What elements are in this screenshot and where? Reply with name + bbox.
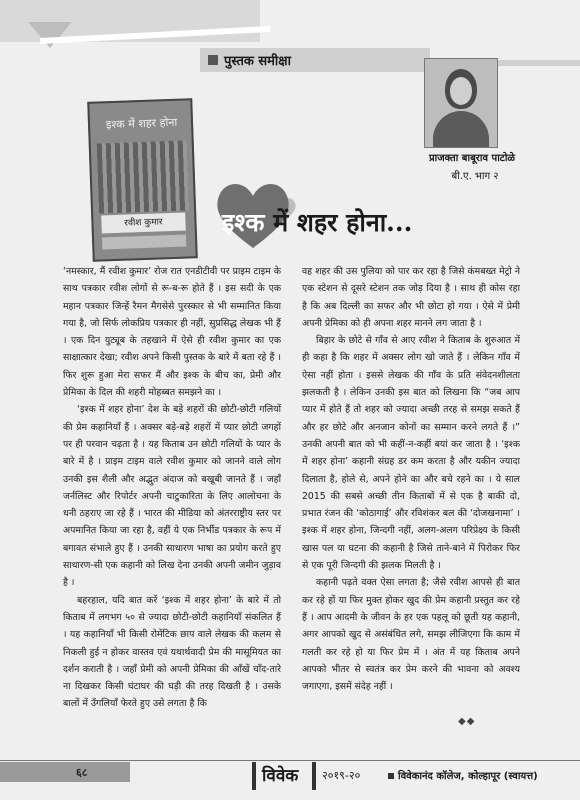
college-name bbox=[388, 768, 538, 782]
footer-bar-left bbox=[252, 762, 256, 790]
right-column bbox=[302, 263, 520, 723]
author-photo bbox=[424, 58, 498, 148]
page-number: ६८ bbox=[76, 766, 88, 779]
book-cover-author: रवीश कुमार bbox=[101, 213, 186, 234]
magazine-year: २०१९-२० bbox=[322, 769, 361, 782]
author-name: प्राजक्ता बाबूराव पाटोळे bbox=[428, 153, 516, 164]
book-cover-band bbox=[102, 235, 186, 250]
header-triangle bbox=[28, 22, 72, 48]
square-bullet-icon bbox=[388, 773, 394, 779]
square-bullet-icon bbox=[208, 55, 218, 65]
college-label: विवेकानंद कॉलेज, कोल्हापूर (स्वायत्त) bbox=[398, 771, 538, 782]
article-title-part1: इश्क bbox=[222, 208, 265, 237]
page-number-band bbox=[0, 762, 130, 782]
section-title: पुस्तक समीक्षा bbox=[224, 54, 291, 69]
paragraph: कहानी पढ़ते वक्त ऐसा लगता है; जैसे रवीश आपसे ही बात कर रहे हों या फिर मुक्त होकर खुद की प्रेम कहानी प्रस्तुत कर रहे हैं । आप आदमी के जीवन के हर एक पहलू को छूती यह कहानी, अगर आपको खुद से असंबंधित लगे, समझ लीजिएगा कि काम में गलती कर रहे हो या फिर प्रेम में । अंत में यह किताब अपने आपको भीतर से स्वतंत्र कर प्रेम करने की भावना को अवश्य जगाएगा, इसमें संदेह नहीं । bbox=[302, 577, 520, 693]
footer-bar-right bbox=[312, 762, 316, 790]
paragraph: ‘नमस्कार, मैं रवीश कुमार’ रोज रात एनडीटीवी पर प्राइम टाइम के साथ पत्रकार रवीश लोगों से रू-ब-रू होते हैं । इस सदी के एक महान पत्रकार जिन्हें रैमन मैगसेसे पुरस्कार से भी सम्मानित किया गया है, जो सिर्फ लोकप्रिय पत्रकार ही नहीं, सुप्रसिद्ध लेखक भी हैं । एक दिन युट्यूब के तहखाने में ऐसे ही रवीश कुमार का एक साक्षात्कार देखा; रवीश अपने किसी पुस्तक के बारे में बता रहे हैं । फिर शुरू हुआ मेरा सफर मैं और इश्क के बीच का, प्रेमी और प्रेमिका के दिल की शहरी मोहब्बत समझने का । bbox=[63, 266, 281, 399]
author-class: बी.ए. भाग २ bbox=[451, 171, 499, 182]
book-cover-image bbox=[87, 98, 198, 262]
left-column bbox=[63, 263, 281, 723]
article-title bbox=[222, 205, 412, 239]
article-title-part2: में शहर होना... bbox=[264, 208, 413, 237]
paragraph: ‘इश्क में शहर होना’ देश के बड़े शहरों की छोटी-छोटी गलियों की प्रेम कहानियाँ हैं । अक्सर बड़े-बड़े शहरों में प्यार छोटी जगहों पर ही परवान चढ़ता है । यह किताब उन छोटी गलियों के प्यार के बारे में है । प्राइम टाइम वाले रवीश कुमार को जानने वाले लोग उनकी इस शैली और अद्भुत अंदाज को बखूबी जानते हैं । जहाँ जर्नलिस्ट और रिपोर्टर अपनी चाटुकारिता के लिए आलोचना के धनी ठहराए जा रहे हैं । भारत की मीडिया को अंतरराष्ट्रीय स्तर पर अपमानित किया जा रहा है, वहीं ये एक निर्भीड पत्रकार के रूप में बगावत संभाले हुए हैं । उनकी साधारण भाषा का प्रयोग करते हुए साधारण-सी एक कहानी को लिख देना उनकी अपनी जमीन जुड़ाव है । bbox=[63, 404, 281, 589]
photo-face bbox=[450, 77, 472, 105]
paragraph: बहरहाल, यदि बात करें ‘इश्क में शहर होना’ के बारे में तो किताब में लगभग ५० से ज्यादा छोटी-छोटी कहानियाँ संकलित हैं । यह कहानियाँ भी किसी रोमेंटिक छाप वाले लेखक की कलम से निकली हुई न होकर वास्तव एवं यथार्थवादी प्रेम की मासूमियत का दर्शन कराती है । जहाँ प्रेमी को अपनी प्रेमिका की आँखें चाँद-तारे ना दिखकर किसी घंटाघर की घड़ी की तरह दिखती है । उसके बालों में उँगलियाँ फेरते हुए उसे लगता है कि bbox=[63, 594, 281, 710]
end-mark: ◆◆ bbox=[458, 716, 476, 727]
paragraph: बिहार के छोटे से गाँव से आए रवीश ने किताब के शुरुआत में ही कहा है कि शहर में अक्सर लोग खो जाते हैं । लेकिन गाँव में ऐसा नहीं होता । इससे लेखक की गाँव के प्रति संवेदनशीलता झलकती है । लेकिन उनकी इस बात को लिखना कि “जब आप प्यार में होते हैं तो शहर को ज्यादा अच्छी तरह से समझ सकते हैं और हर छोटे और अनजान कोनों का सम्मान करने लगते हैं ।” उनकी अपनी बात को भी कहीं-न-कहीं बयां कर जाता है । ‘इश्क में शहर होना’ कहानी संग्रह डर कम करता है और यकीन ज्यादा दिलाता है, होले से, अपने होने का और बचे रहने का । ये साल 2015 की सबसे अच्छी तीन किताबों में से एक है बाकी दो, प्रभात रंजन की ‘कोठागाई’ और रविशंकर बल की ‘दोजखनामा’ । इश्क में शहर होना, जिन्दगी नहीं, अलग-अलग परिप्रेक्ष्य के किसी खास पल या घटना की कहानी है जिसे ताने-बाने में पिरोकर फिर से एक पूरी जिन्दगी की झलक मिलती है । bbox=[302, 335, 520, 572]
paragraph: वह शहर की उस पुलिया को पार कर रहा है जिसे कंमबख्त मेट्रो ने एक स्टेशन से दूसरे स्टेशन तक जोड़ दिया है । साथ ही कोस रहा है कि अब दिल्ली का सफर और भी छोटा हो गया । ऐसे में प्रेमी अपनी प्रेमिका को ही अपना शहर मानने लग जाता है । bbox=[302, 266, 520, 329]
photo-shoulders bbox=[433, 111, 489, 148]
city-illustration bbox=[97, 140, 189, 213]
section-label bbox=[200, 48, 430, 72]
magazine-name: विवेक bbox=[262, 766, 299, 786]
book-cover-title: इश्क में शहर होना bbox=[105, 115, 178, 132]
footer-divider bbox=[0, 760, 580, 761]
